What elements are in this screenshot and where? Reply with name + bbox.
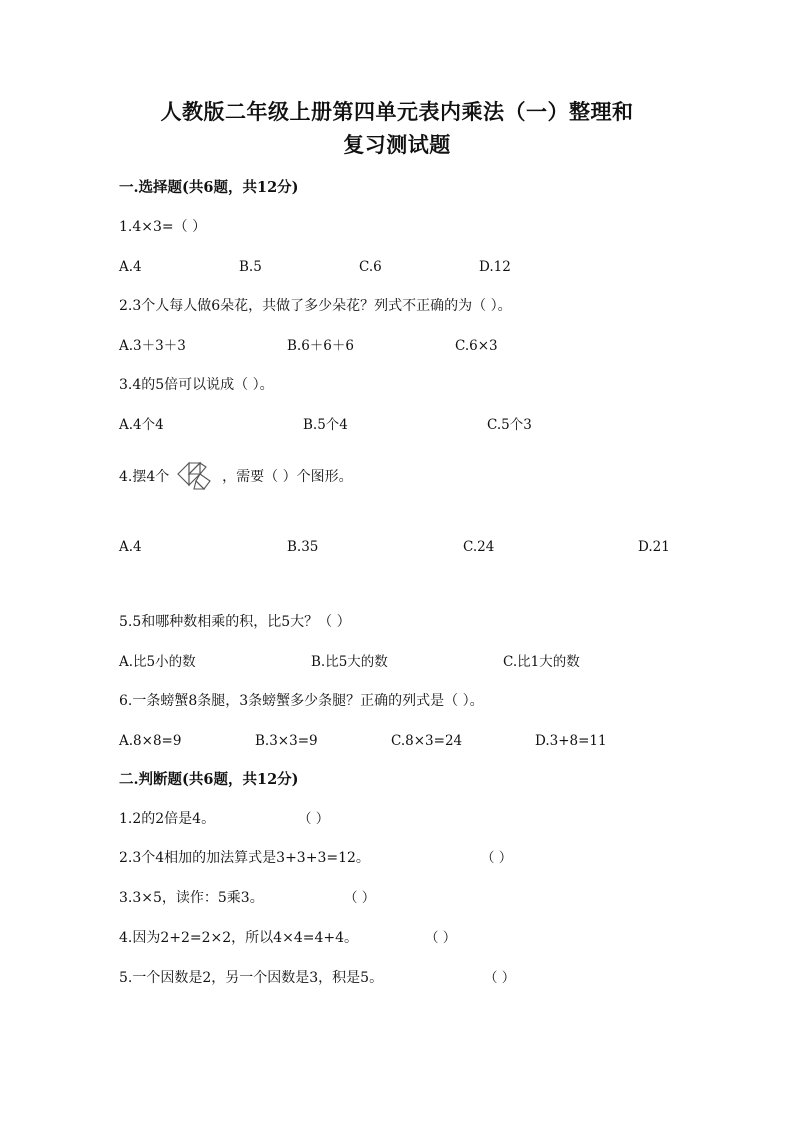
judgment-1-paren: （ ）	[298, 811, 330, 827]
option-1-1-d: D.12	[479, 259, 511, 275]
question-1-4-text-after: ，需要（ ）个图形。	[222, 469, 353, 485]
option-1-3-b: B.5个4	[303, 417, 348, 433]
question-1-1: 1.4×3=（ ）	[119, 219, 207, 235]
question-1-3: 3.4的5倍可以说成（ ）。	[119, 377, 274, 393]
judgment-5-paren: （ ）	[484, 970, 516, 986]
section-choice-header: 一.选择题(共6题，共12分)	[119, 179, 299, 196]
option-1-6-d: D.3+8=11	[535, 733, 607, 749]
question-1-6: 6.一条螃蟹8条腿，3条螃蟹多少条腿？正确的列式是（ ）。	[119, 693, 484, 709]
tangram-figure-icon	[176, 457, 216, 497]
judgment-4: 4.因为2+2=2×2，所以4×4=4+4。	[119, 930, 358, 946]
option-1-1-a: A.4	[119, 259, 142, 275]
option-1-6-a: A.8×8=9	[119, 733, 182, 749]
option-1-2-c: C.6×3	[455, 338, 498, 354]
judgment-4-paren: （ ）	[425, 930, 457, 946]
option-1-6-b: B.3×3=9	[255, 733, 318, 749]
option-1-4-d: D.21	[638, 539, 670, 555]
option-1-1-c: C.6	[359, 259, 382, 275]
option-1-1-b: B.5	[239, 259, 262, 275]
judgment-3-paren: （ ）	[344, 890, 376, 906]
option-1-2-b: B.6＋6＋6	[287, 338, 354, 354]
option-1-3-c: C.5个3	[487, 417, 532, 433]
option-1-3-a: A.4个4	[119, 417, 164, 433]
option-1-4-a: A.4	[119, 539, 142, 555]
judgment-2-paren: （ ）	[481, 850, 513, 866]
option-1-4-c: C.24	[463, 539, 495, 555]
question-1-4	[119, 457, 353, 497]
option-1-2-a: A.3＋3＋3	[119, 338, 186, 354]
judgment-1: 1.2的2倍是4。	[119, 811, 216, 827]
section-judgment-header: 二.判断题(共6题，共12分)	[119, 771, 299, 788]
option-1-5-a: A.比5小的数	[119, 654, 196, 670]
option-1-5-c: C.比1大的数	[503, 654, 580, 670]
question-1-4-text-before: 4.摆4个	[119, 469, 170, 485]
title-line-1: 人教版二年级上册第四单元表内乘法（一）整理和	[160, 99, 634, 124]
question-1-5: 5.5和哪种数相乘的积，比5大？（ ）	[119, 614, 351, 630]
option-1-4-b: B.35	[287, 539, 319, 555]
judgment-2: 2.3个4相加的加法算式是3+3+3=12。	[119, 850, 370, 866]
option-1-6-c: C.8×3=24	[391, 733, 463, 749]
title-line-2: 复习测试题	[343, 132, 451, 157]
question-1-2: 2.3个人每人做6朵花，共做了多少朵花？列式不正确的为（ ）。	[119, 298, 512, 314]
judgment-3: 3.3×5，读作：5乘3。	[119, 890, 264, 906]
judgment-5: 5.一个因数是2，另一个因数是3，积是5。	[119, 970, 384, 986]
option-1-5-b: B.比5大的数	[311, 654, 388, 670]
